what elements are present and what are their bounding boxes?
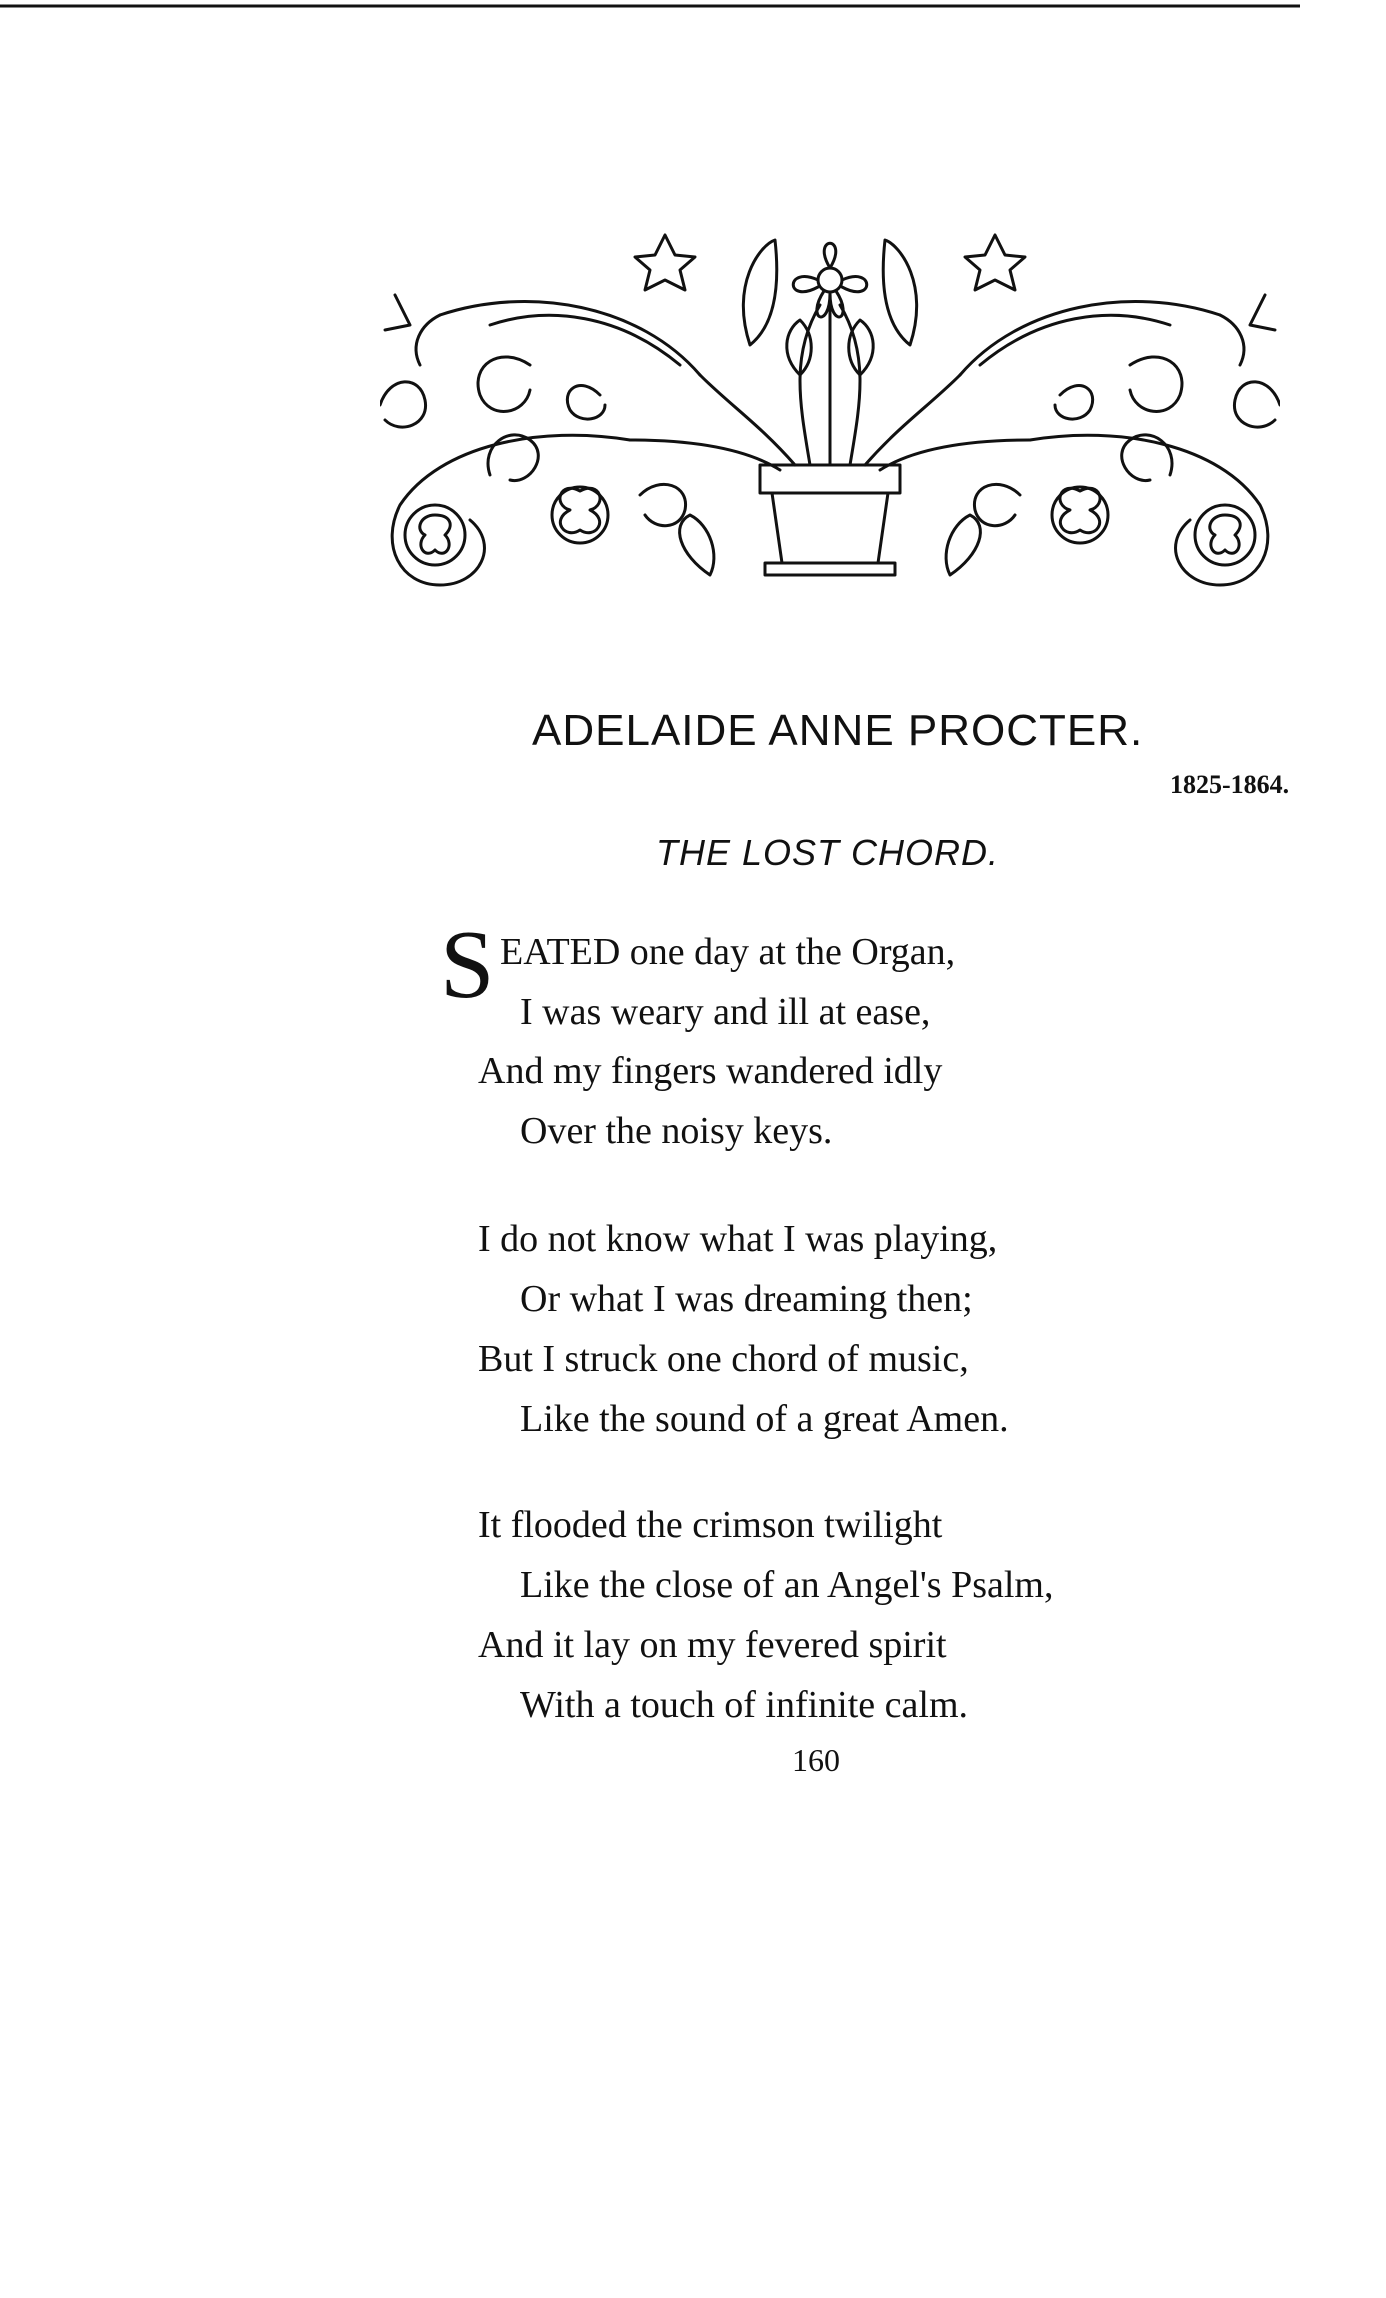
poem-line: And it lay on my fevered spirit [478,1624,947,1666]
poem-line: I do not know what I was playing, [478,1218,998,1260]
poem-line: Like the close of an Angel's Psalm, [520,1564,1054,1606]
poem-line: With a touch of infinite calm. [520,1684,969,1726]
poem-line: EATED one day at the Organ, [500,931,956,973]
page-number: 160 [792,1742,840,1778]
drop-cap: S [440,911,495,1019]
author-heading: ADELAIDE ANNE PROCTER. [532,706,1144,755]
poem-line: But I struck one chord of music, [478,1338,969,1380]
top-rule [0,2,1300,12]
poem-line: It flooded the crimson twilight [478,1504,943,1546]
poem-line: Like the sound of a great Amen. [520,1398,1009,1440]
author-dates: 1825-1864. [1170,770,1290,799]
flower-pot-ornament-icon [380,225,1280,590]
poem-line: I was weary and ill at ease, [520,991,931,1033]
poem-line: Or what I was dreaming then; [520,1278,973,1320]
poem-title: THE LOST CHORD. [656,832,1000,873]
poem-line: Over the noisy keys. [520,1110,833,1152]
poem-line: And my fingers wandered idly [478,1050,943,1092]
